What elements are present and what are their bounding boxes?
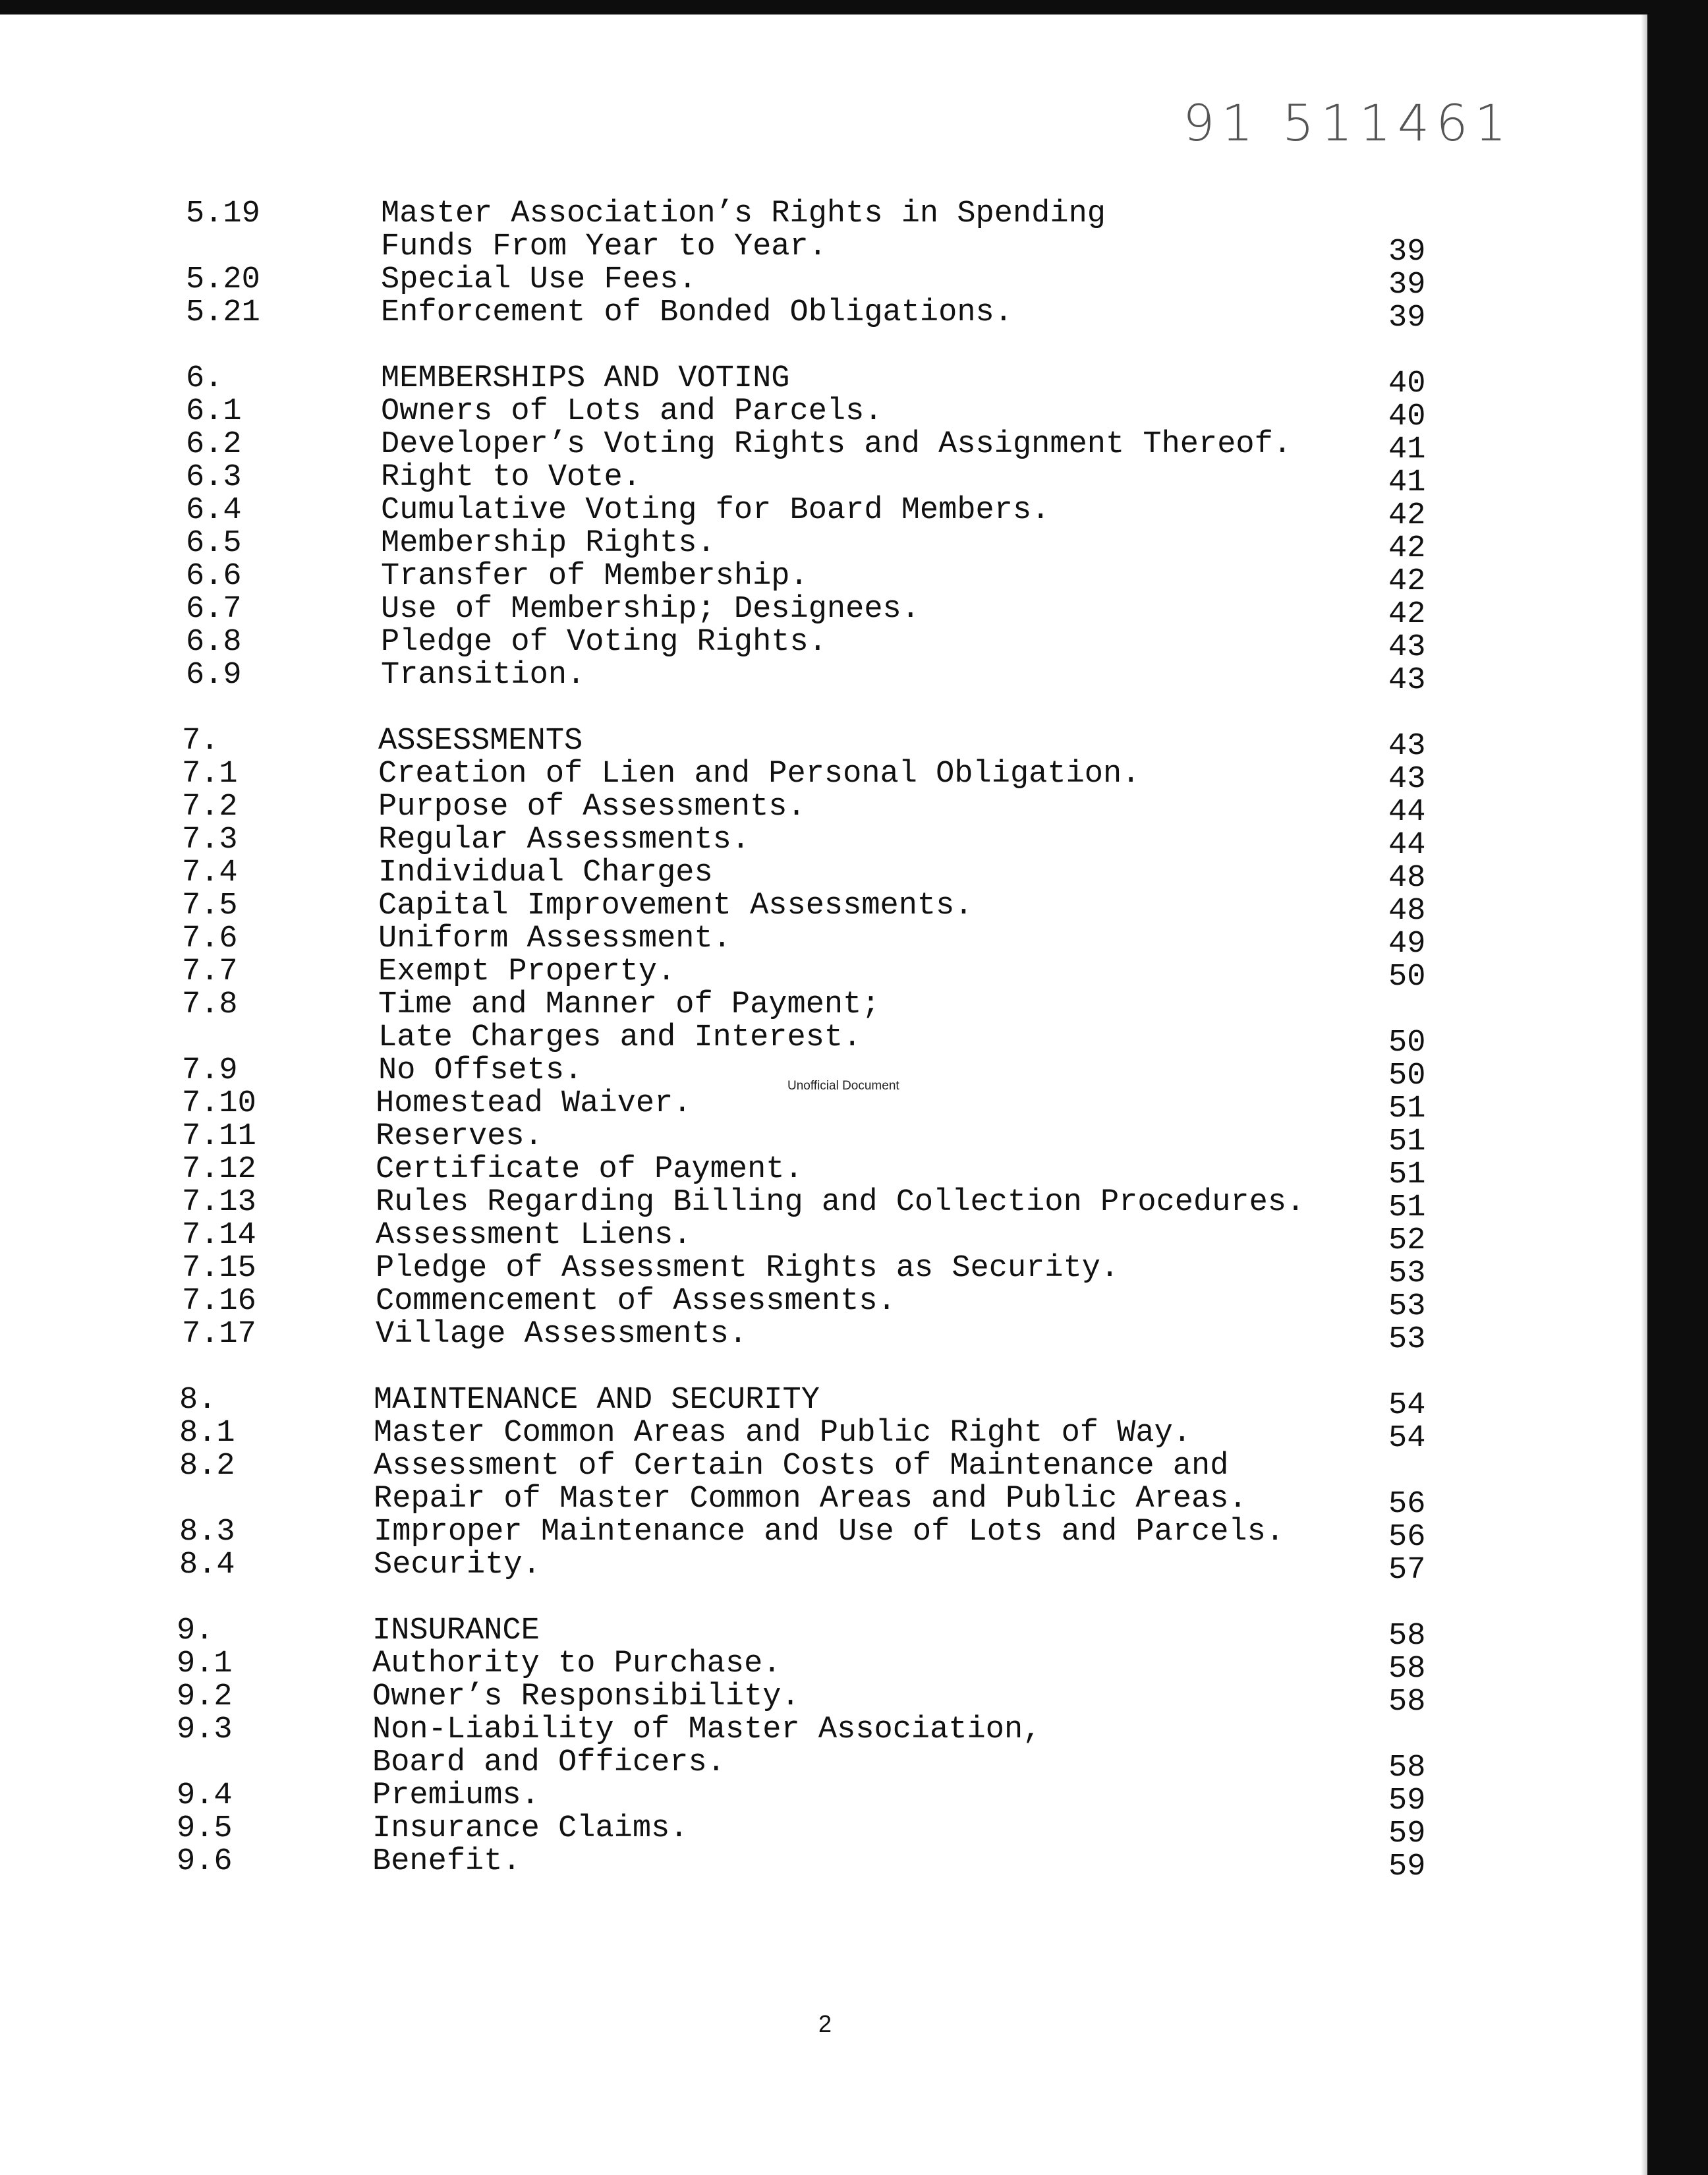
- toc-entry: [0, 658, 1647, 698]
- toc-entry: [0, 1185, 1647, 1225]
- toc-page-number: 50: [1388, 1026, 1426, 1060]
- toc-section-number: 7.16: [182, 1284, 256, 1319]
- toc-section-number: 7.3: [182, 823, 238, 857]
- toc-entry: [0, 1844, 1647, 1884]
- toc-entry: [0, 1714, 1647, 1747]
- toc-section-title: Uniform Assessment.: [378, 921, 731, 956]
- toc-section-number: 7.13: [182, 1185, 256, 1220]
- toc-page-number: 44: [1388, 795, 1426, 830]
- toc-entry: [0, 1416, 1647, 1456]
- toc-section-title: MEMBERSHIPS AND VOTING: [381, 361, 790, 396]
- toc-page-number: 53: [1388, 1289, 1426, 1324]
- toc-section-number: 5.19: [186, 196, 260, 231]
- toc-section-number: 6.3: [186, 460, 242, 495]
- toc-page-number: 58: [1388, 1619, 1426, 1654]
- toc-entry: [0, 559, 1647, 599]
- toc-page-number: 42: [1388, 531, 1426, 566]
- toc-section-title: Cumulative Voting for Board Members.: [381, 493, 1050, 528]
- toc-entry: [0, 1811, 1647, 1851]
- toc-section-title: Pledge of Voting Rights.: [381, 625, 827, 660]
- toc-section-title: Non-Liability of Master Association,: [372, 1712, 1042, 1747]
- toc-section-number: 7.8: [182, 987, 238, 1022]
- toc-section-title: MAINTENANCE AND SECURITY: [374, 1383, 820, 1418]
- toc-section-title: Regular Assessments.: [378, 823, 751, 857]
- toc-section-title: Creation of Lien and Personal Obligation.: [378, 757, 1141, 792]
- toc-entry: [0, 1482, 1647, 1522]
- toc-section-title: Master Common Areas and Public Right of Way.: [374, 1416, 1192, 1451]
- toc-page-number: 42: [1388, 498, 1426, 533]
- toc-section-number: 9.5: [177, 1811, 233, 1846]
- toc-entry: [0, 724, 1647, 764]
- toc-section-number: 6.7: [186, 592, 242, 627]
- toc-page-number: 53: [1388, 1322, 1426, 1357]
- toc-page-number: 58: [1388, 1652, 1426, 1687]
- toc-section-number: 6.8: [186, 625, 242, 660]
- page-number: 2: [818, 2010, 832, 2037]
- toc-page-number: 52: [1388, 1223, 1426, 1258]
- document-id-stamp: 91 511461: [1183, 94, 1513, 152]
- toc-section-title: Assessment of Certain Costs of Maintenance and: [374, 1449, 1229, 1484]
- toc-page-number: 59: [1388, 1784, 1426, 1818]
- toc-page-number: 42: [1388, 597, 1426, 632]
- toc-section-title: Premiums.: [372, 1778, 540, 1813]
- toc-page-number: 41: [1388, 432, 1426, 467]
- toc-section-number: 5.21: [186, 295, 260, 330]
- toc-section-number: 7.15: [182, 1251, 256, 1286]
- toc-section-number: 6.: [186, 361, 223, 396]
- toc-entry: [0, 198, 1647, 231]
- toc-entry: [0, 1317, 1647, 1357]
- toc-section-title: Special Use Fees.: [381, 262, 697, 297]
- toc-section-title: Use of Membership; Designees.: [381, 592, 920, 627]
- toc-page-number: 39: [1388, 268, 1426, 303]
- toc-section-title: Reserves.: [376, 1119, 543, 1154]
- toc-section-title: Funds From Year to Year.: [381, 229, 827, 264]
- toc-section-title: Owners of Lots and Parcels.: [381, 394, 883, 429]
- toc-section-title: Board and Officers.: [372, 1745, 726, 1780]
- toc-entry: [0, 295, 1647, 335]
- toc-entry: [0, 1745, 1647, 1785]
- toc-section-title: Commencement of Assessments.: [376, 1284, 896, 1319]
- toc-section-number: 7.1: [182, 757, 238, 792]
- toc-entry: [0, 394, 1647, 434]
- toc-section-title: Authority to Purchase.: [372, 1646, 782, 1681]
- toc-section-title: Insurance Claims.: [372, 1811, 689, 1846]
- toc-page-number: 56: [1388, 1520, 1426, 1555]
- toc-section-title: Capital Improvement Assessments.: [378, 888, 973, 923]
- toc-section-number: 7.9: [182, 1053, 238, 1088]
- toc-entry: [0, 888, 1647, 929]
- toc-section-number: 8.3: [179, 1515, 235, 1550]
- toc-entry: [0, 229, 1647, 270]
- toc-section-title: Certificate of Payment.: [376, 1152, 803, 1187]
- toc-section-number: 6.2: [186, 427, 242, 462]
- toc-section-number: 9.3: [177, 1712, 233, 1747]
- toc-entry: [0, 921, 1647, 962]
- toc-section-number: 7.12: [182, 1152, 256, 1187]
- toc-page-number: 51: [1388, 1190, 1426, 1225]
- toc-section-number: 9.: [177, 1613, 214, 1648]
- toc-section-title: Rules Regarding Billing and Collection Procedures.: [376, 1185, 1305, 1220]
- toc-section-title: Assessment Liens.: [376, 1218, 692, 1253]
- toc-page-number: 54: [1388, 1421, 1426, 1456]
- unofficial-document-watermark: Unofficial Document: [787, 1079, 899, 1093]
- toc-entry: [0, 823, 1647, 863]
- toc-page-number: 51: [1388, 1157, 1426, 1192]
- toc-entry: [0, 1679, 1647, 1720]
- toc-section-title: Village Assessments.: [376, 1317, 748, 1352]
- toc-page-number: 41: [1388, 465, 1426, 500]
- toc-section-title: INSURANCE: [372, 1613, 540, 1648]
- toc-section-number: 7.4: [182, 856, 238, 890]
- toc-page-number: 58: [1388, 1685, 1426, 1720]
- toc-section-title: Purpose of Assessments.: [378, 790, 806, 825]
- toc-entry: [0, 1251, 1647, 1291]
- toc-section-number: 8.4: [179, 1548, 235, 1582]
- toc-section-title: Benefit.: [372, 1844, 521, 1879]
- toc-section-number: 7.11: [182, 1119, 256, 1154]
- toc-section-title: No Offsets.: [378, 1053, 583, 1088]
- toc-section-title: Homestead Waiver.: [376, 1086, 692, 1121]
- toc-page-number: 48: [1388, 894, 1426, 929]
- toc-page-number: 50: [1388, 1058, 1426, 1093]
- toc-entry: [0, 856, 1647, 896]
- toc-section-number: 6.1: [186, 394, 242, 429]
- toc-section-number: 6.6: [186, 559, 242, 594]
- toc-section-title: Individual Charges: [378, 856, 713, 890]
- toc-entry: [0, 1020, 1647, 1060]
- toc-section-number: 9.6: [177, 1844, 233, 1879]
- toc-page-number: 40: [1388, 366, 1426, 401]
- toc-page-number: 59: [1388, 1816, 1426, 1851]
- toc-page-number: 51: [1388, 1091, 1426, 1126]
- toc-entry: [0, 427, 1647, 467]
- toc-section-number: 8.: [179, 1383, 217, 1418]
- toc-page-number: 56: [1388, 1487, 1426, 1522]
- toc-section-number: 7.: [182, 724, 219, 759]
- toc-page-number: 43: [1388, 729, 1426, 764]
- scan-right-border: [1647, 0, 1708, 2175]
- toc-section-title: Enforcement of Bonded Obligations.: [381, 295, 1013, 330]
- toc-section-number: 7.2: [182, 790, 238, 825]
- toc-entry: [0, 526, 1647, 566]
- toc-entry: [0, 262, 1647, 303]
- toc-entry: [0, 1515, 1647, 1555]
- toc-section-title: Repair of Master Common Areas and Public Areas.: [374, 1482, 1247, 1517]
- toc-section-number: 7.10: [182, 1086, 256, 1121]
- toc-page-number: 43: [1388, 762, 1426, 797]
- toc-entry: [0, 460, 1647, 500]
- toc-section-title: Pledge of Assessment Rights as Security.: [376, 1251, 1120, 1286]
- toc-section-title: Owner’s Responsibility.: [372, 1679, 800, 1714]
- toc-entry: [0, 1646, 1647, 1687]
- toc-section-title: Right to Vote.: [381, 460, 641, 495]
- toc-section-title: Membership Rights.: [381, 526, 716, 561]
- toc-section-title: Time and Manner of Payment;: [378, 987, 880, 1022]
- toc-entry: [0, 790, 1647, 830]
- toc-entry: [0, 1119, 1647, 1159]
- toc-section-number: 8.2: [179, 1449, 235, 1484]
- toc-section-title: Transition.: [381, 658, 586, 693]
- toc-page-number: 39: [1388, 235, 1426, 270]
- toc-section-number: 7.7: [182, 954, 238, 989]
- toc-entry: [0, 592, 1647, 632]
- toc-entry: [0, 625, 1647, 665]
- toc-page-number: 53: [1388, 1256, 1426, 1291]
- toc-entry: [0, 1778, 1647, 1818]
- toc-entry: [0, 1218, 1647, 1258]
- toc-page-number: 59: [1388, 1849, 1426, 1884]
- toc-section-number: 6.9: [186, 658, 242, 693]
- toc-page-number: 44: [1388, 828, 1426, 863]
- toc-entry: [0, 361, 1647, 401]
- toc-entry: [0, 1152, 1647, 1192]
- toc-entry: [0, 757, 1647, 797]
- toc-entry: [0, 1284, 1647, 1324]
- toc-section-title: Developer’s Voting Rights and Assignment Thereof.: [381, 427, 1292, 462]
- toc-section-number: 7.14: [182, 1218, 256, 1253]
- toc-page-number: 43: [1388, 630, 1426, 665]
- toc-section-title: Transfer of Membership.: [381, 559, 809, 594]
- toc-page-number: 42: [1388, 564, 1426, 599]
- toc-page-number: 51: [1388, 1124, 1426, 1159]
- toc-page-number: 57: [1388, 1553, 1426, 1588]
- toc-entry: [0, 954, 1647, 995]
- toc-section-number: 6.4: [186, 493, 242, 528]
- toc-section-title: Security.: [374, 1548, 541, 1582]
- toc-page-number: 39: [1388, 301, 1426, 335]
- toc-entry: [0, 1383, 1647, 1423]
- toc-section-number: 9.4: [177, 1778, 233, 1813]
- toc-page-number: 43: [1388, 663, 1426, 698]
- toc-entry: [0, 493, 1647, 533]
- toc-section-title: Exempt Property.: [378, 954, 676, 989]
- toc-page-number: 48: [1388, 861, 1426, 896]
- toc-section-title: Master Association’s Rights in Spending: [381, 196, 1106, 231]
- toc-page-number: 49: [1388, 927, 1426, 962]
- toc-section-number: 7.6: [182, 921, 238, 956]
- toc-section-title: Improper Maintenance and Use of Lots and Parcels.: [374, 1515, 1285, 1550]
- toc-entry: [0, 989, 1647, 1022]
- toc-entry: [0, 1450, 1647, 1483]
- toc-section-number: 9.2: [177, 1679, 233, 1714]
- toc-section-number: 5.20: [186, 262, 260, 297]
- toc-page-number: 50: [1388, 960, 1426, 995]
- toc-section-number: 8.1: [179, 1416, 235, 1451]
- toc-entry: [0, 1548, 1647, 1588]
- toc-page-number: 58: [1388, 1751, 1426, 1785]
- toc-section-number: 7.5: [182, 888, 238, 923]
- toc-section-title: Late Charges and Interest.: [378, 1020, 862, 1055]
- toc-page-number: 40: [1388, 399, 1426, 434]
- toc-section-number: 9.1: [177, 1646, 233, 1681]
- toc-entry: [0, 1613, 1647, 1654]
- toc-section-number: 6.5: [186, 526, 242, 561]
- toc-section-number: 7.17: [182, 1317, 256, 1352]
- toc-section-title: ASSESSMENTS: [378, 724, 583, 759]
- toc-page-number: 54: [1388, 1388, 1426, 1423]
